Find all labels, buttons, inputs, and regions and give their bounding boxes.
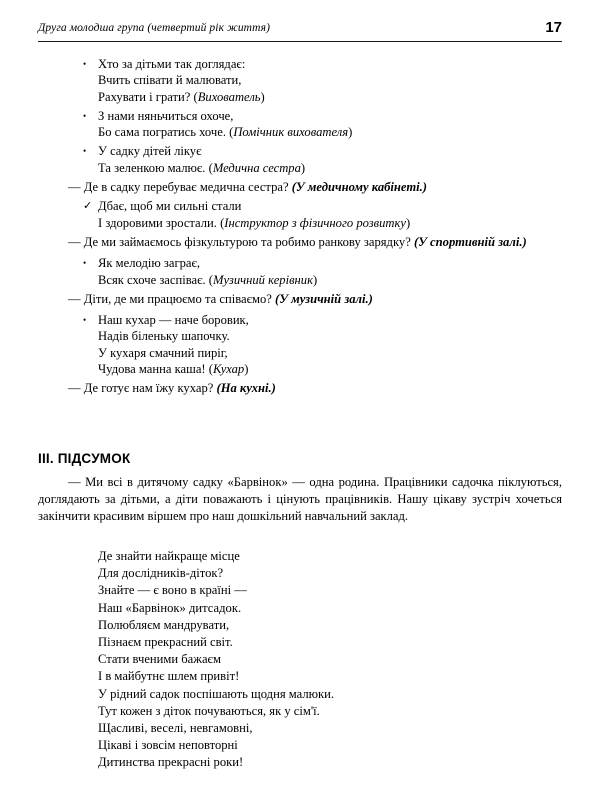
bullet-icon: • bbox=[83, 110, 87, 121]
bullet-icon: • bbox=[83, 258, 87, 269]
list-item bbox=[38, 56, 562, 105]
bullet-icon: • bbox=[83, 59, 87, 69]
riddle-line: У садку дітей лікує bbox=[98, 144, 202, 159]
list-item bbox=[38, 198, 562, 231]
poem-line: Стати вченими бажаєм bbox=[98, 652, 221, 667]
question-text: Де ми займаємось фізкультурою та робимо ранкову зарядку? bbox=[83, 234, 411, 249]
riddle-line-with-answer: І здоровими зростали. (Інструктор з фізичного розвитку) bbox=[98, 215, 411, 230]
question-answer: (У медичному кабінеті.) bbox=[291, 180, 427, 195]
summary-paragraph: — Ми всі в дитячому садку «Барвінок» — одна родина. Працівники садочка піклуються, доглядають за дітьми, а діти поважають і цінують працівників. Нашу цікаву зустріч хочеться закінчити красивим віршем про наш дошкільний навчальний заклад. bbox=[38, 475, 562, 523]
poem-line: Де знайти найкраще місце bbox=[98, 549, 240, 563]
riddle-answer: Вихователь bbox=[197, 89, 261, 104]
riddle-lines bbox=[98, 312, 562, 377]
question-kitchen bbox=[38, 380, 562, 396]
riddle-answer: Медична сестра bbox=[212, 160, 301, 175]
question-medical-room bbox=[38, 179, 562, 195]
question-answer: (На кухні.) bbox=[216, 381, 276, 396]
closing-poem bbox=[98, 548, 558, 772]
poem-line: Для дослідників-діток? bbox=[98, 566, 224, 581]
em-dash: — bbox=[68, 180, 81, 195]
list-item bbox=[38, 312, 562, 377]
running-head bbox=[38, 19, 562, 46]
riddle-lines bbox=[98, 108, 562, 141]
riddle-line: Дбає, щоб ми сильні стали bbox=[98, 199, 242, 214]
bullet-icon: • bbox=[83, 146, 87, 157]
question-answer: (У спортивній залі.) bbox=[413, 234, 527, 249]
question-music-hall bbox=[38, 291, 562, 307]
list-item bbox=[38, 143, 562, 176]
riddle-line-with-answer: Та зеленкою малює. (Медична сестра) bbox=[98, 160, 306, 175]
list-item bbox=[38, 255, 562, 288]
question-gym bbox=[38, 234, 562, 250]
poem-line: Цікаві і зовсім неповторні bbox=[98, 738, 238, 753]
poem-line: Полюбляєм мандрувати, bbox=[98, 617, 230, 632]
question-answer: (У музичній залі.) bbox=[275, 291, 373, 306]
poem-line: Дитинства прекрасні роки! bbox=[98, 755, 244, 770]
riddle-answer: Музичний керівник bbox=[213, 272, 313, 287]
riddle-line: Як мелодію заграє, bbox=[98, 256, 201, 271]
list-item bbox=[38, 108, 562, 141]
riddle-lines bbox=[98, 255, 562, 288]
page-number: 17 bbox=[545, 19, 562, 36]
riddle-line: Хто за дітьми так доглядає: bbox=[98, 57, 246, 71]
body-content bbox=[38, 56, 562, 400]
riddle-line-with-answer: Чудова манна каша! (Кухар) bbox=[98, 362, 249, 377]
poem-line: Тут кожен з діток почуваються, як у сім'ї. bbox=[98, 703, 320, 718]
poem-line: Щасливі, веселі, невгамовні, bbox=[98, 721, 253, 736]
riddle-line: Надів біленьку шапочку. bbox=[98, 329, 230, 344]
section-heading: III. ПІДСУМОК bbox=[38, 451, 131, 466]
riddle-answer: Помічник вихователя bbox=[233, 125, 349, 140]
poem-line: Пізнаєм прекрасний світ. bbox=[98, 635, 233, 650]
em-dash: — bbox=[68, 291, 81, 306]
question-text: Де в садку перебуває медична сестра? bbox=[83, 180, 289, 195]
riddle-lines bbox=[98, 143, 562, 176]
riddle-line: Вчить співати й малювати, bbox=[98, 73, 242, 88]
riddle-line-with-answer: Бо сама погратись хоче. (Помічник вихователя) bbox=[98, 125, 353, 140]
question-text: Де готує нам їжу кухар? bbox=[83, 381, 214, 396]
poem-line: У рідний садок поспішають щодня малюки. bbox=[98, 686, 335, 701]
em-dash: — bbox=[68, 234, 81, 249]
running-head-title: Друга молодша група (четвертий рік життя) bbox=[38, 22, 270, 34]
riddle-line-with-answer: Рахувати і грати? (Вихователь) bbox=[98, 89, 265, 104]
poem-line: Знайте — є воно в країні — bbox=[98, 583, 247, 598]
bullet-icon: • bbox=[83, 315, 87, 326]
riddle-line: У кухаря смачний пиріг, bbox=[98, 345, 228, 360]
riddle-line: Наш кухар — наче боровик, bbox=[98, 313, 249, 328]
em-dash: — bbox=[68, 381, 81, 396]
poem-line: І в майбутнє шлем привіт! bbox=[98, 669, 240, 684]
check-icon: ✓ bbox=[83, 200, 93, 213]
riddle-answer: Інструктор з фізичного розвитку bbox=[224, 215, 406, 230]
riddle-lines bbox=[98, 56, 562, 105]
question-text: Діти, де ми працюємо та співаємо? bbox=[83, 291, 272, 306]
riddle-answer: Кухар bbox=[212, 362, 245, 377]
riddle-lines bbox=[98, 198, 562, 231]
poem-line: Наш «Барвінок» дитсадок. bbox=[98, 600, 242, 615]
riddle-line: З нами няньчиться охоче, bbox=[98, 108, 234, 123]
header-divider bbox=[38, 41, 562, 42]
riddle-line-with-answer: Всяк схоче заспіває. (Музичний керівник) bbox=[98, 272, 318, 287]
